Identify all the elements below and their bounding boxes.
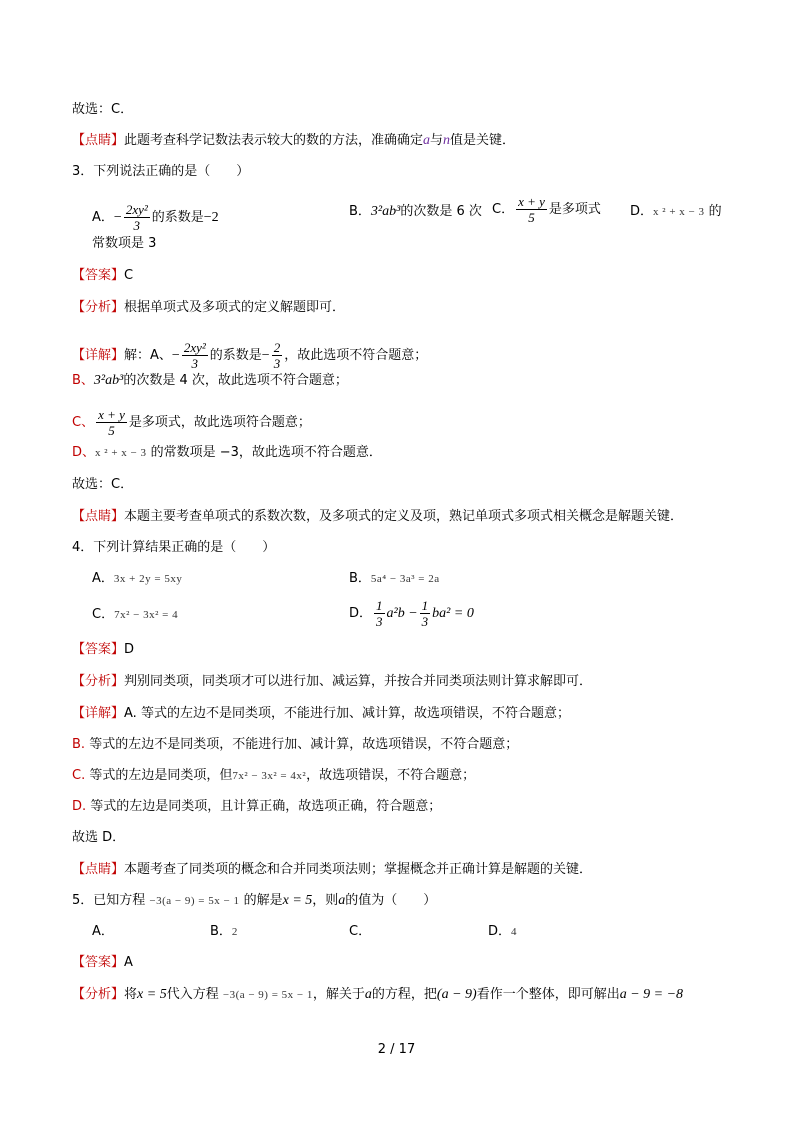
answer-line: 【答案】A bbox=[72, 955, 133, 970]
option-b: B．5a⁴ − 3a³ = 2a bbox=[349, 571, 440, 586]
point-line: 【点睛】本题考查了同类项的概念和合并同类项法则；掌握概念并正确计算是解题的关键． bbox=[72, 862, 593, 877]
question-4-stem: 4．下列计算结果正确的是（ ） bbox=[72, 540, 276, 555]
question-3-stem: 3．下列说法正确的是（ ） bbox=[72, 164, 250, 179]
question-4-options-row2 bbox=[92, 598, 753, 632]
option-c: C． $\frac{x + y}{5}$ 是多项式 bbox=[492, 194, 601, 225]
analysis-line: 【分析】根据单项式及多项式的定义解题即可． bbox=[72, 300, 346, 315]
detail-a-line: 【详解】A. 等式的左边不是同类项，不能进行加、减计算，故选项错误，不符合题意； bbox=[72, 706, 570, 721]
option-b: B．2 bbox=[210, 924, 238, 939]
option-a: A． bbox=[92, 924, 114, 939]
analysis-line: 【分析】判别同类项，同类项才可以进行加、减运算，并按合并同类项法则计算求解即可． bbox=[72, 674, 593, 689]
choice-line: 故选：C． bbox=[72, 102, 134, 117]
detail-b-line: B. 等式的左边不是同类项，不能进行加、减计算，故选项错误，不符合题意； bbox=[72, 737, 519, 752]
choice-line: 故选 D． bbox=[72, 830, 126, 845]
detail-d-line: D、x ² + x − 3 的常数项是 −3，故此选项不符合题意． bbox=[72, 445, 382, 460]
point-tag: 【点睛】 bbox=[72, 133, 125, 148]
option-d-cont: 常数项是 3 bbox=[92, 236, 157, 251]
detail-b-line: B、3²ab³的次数是 4 次，故此选项不符合题意； bbox=[72, 373, 348, 388]
choice-line: 故选：C． bbox=[72, 477, 134, 492]
answer-line: 【答案】D bbox=[72, 642, 135, 657]
option-c: C． bbox=[349, 924, 372, 939]
option-a: A．− $\frac{\text{2xy²}}{3}$ 的系数是−2 bbox=[92, 202, 219, 233]
detail-d-line: D. 等式的左边是同类项，且计算正确，故选项正确，符合题意； bbox=[72, 799, 442, 814]
page-number: 2 / 17 bbox=[377, 1042, 416, 1057]
point-line: 【点睛】此题考查科学记数法表示较大的数的方法，准确确定a与n值是关键． bbox=[72, 133, 516, 148]
option-b: B．3²ab³的次数是 6 次 bbox=[349, 204, 482, 219]
analysis-line: 【分析】将x = 5代入方程 −3(a − 9) = 5x − 1，解关于a的方程，把(a − 9)看作一个整体，即可解出a − 9 = −8 bbox=[72, 987, 684, 1002]
question-5-stem: 5．已知方程 −3(a − 9) = 5x − 1 的解是x = 5，则a的值为（ ） bbox=[72, 893, 437, 908]
option-d: D．x ² + x − 3 的 bbox=[630, 204, 722, 219]
detail-c-line: C. 等式的左边是同类项，但7x² − 3x² = 4x²，故选项错误，不符合题意； bbox=[72, 768, 476, 783]
point-line: 【点睛】本题主要考查单项式的系数次数，及多项式的定义及项，熟记单项式多项式相关概念是解题关键． bbox=[72, 509, 684, 524]
detail-c-line: C、 $\frac{x + y}{5}$ 是多项式，故此选项符合题意； bbox=[72, 407, 311, 438]
option-c: C．7x² − 3x² = 4 bbox=[92, 607, 179, 622]
option-d: D．4 bbox=[488, 924, 518, 939]
detail-a-line: 【详解】解：A、− $\frac{\text{2xy²}}{3}$ 的系数是− $\frac{2}{3}$ ，故此选项不符合题意； bbox=[72, 340, 428, 371]
option-a: A．3x + 2y = 5xy bbox=[92, 571, 183, 586]
answer-line: 【答案】C bbox=[72, 268, 134, 283]
question-3-options bbox=[92, 194, 753, 233]
option-d: D． $\frac{1}{3}$ a²b − $\frac{1}{3}$ ba² = 0 bbox=[349, 598, 474, 629]
